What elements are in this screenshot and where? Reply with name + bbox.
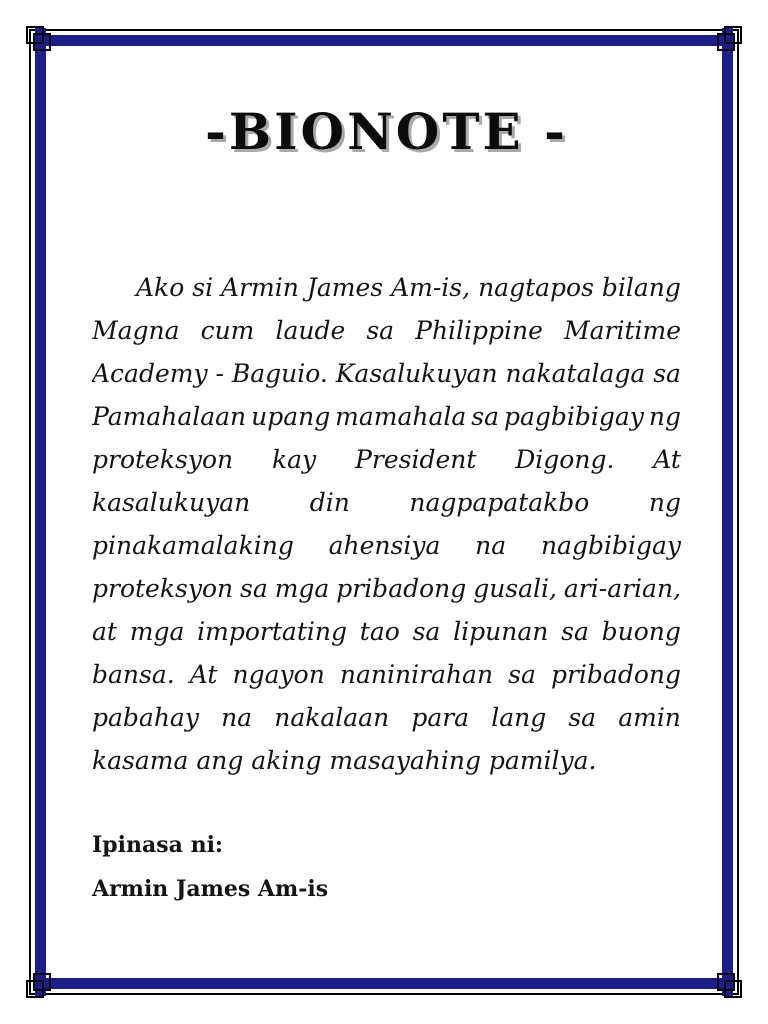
word: proteksyon	[92, 445, 234, 474]
word: tao	[359, 617, 400, 646]
submitted-by-label: Ipinasa ni:	[92, 832, 224, 858]
word: sa	[568, 703, 597, 732]
word: mga	[129, 617, 185, 646]
page-title: -BIONOTE -	[205, 102, 568, 161]
word: sa	[471, 402, 499, 431]
word: sa	[561, 617, 589, 646]
word: at	[92, 617, 117, 646]
word: bilang	[601, 273, 681, 302]
author-name: Armin James Am-is	[92, 876, 329, 902]
word: nakalaan	[274, 703, 390, 732]
word: At	[189, 660, 218, 689]
word: si	[192, 273, 214, 302]
word: Philippine	[415, 316, 543, 345]
paragraph-line	[92, 309, 681, 352]
border-corner-knot	[33, 973, 51, 991]
word: sa	[412, 617, 441, 646]
word: bansa.	[92, 660, 175, 689]
paragraph-line	[92, 395, 681, 438]
paragraph-line	[92, 610, 681, 653]
word: lipunan	[453, 617, 549, 646]
word: sa	[508, 660, 536, 689]
word: upang	[251, 402, 331, 431]
word: ari-arian,	[563, 574, 681, 603]
word: Ako	[135, 273, 185, 302]
word: para	[411, 703, 470, 732]
word: Maritime	[564, 316, 681, 345]
word: pagbibigay	[503, 402, 644, 431]
word: sa	[366, 316, 395, 345]
paragraph-line	[92, 524, 681, 567]
paragraph-line: kasama ang aking masayahing pamilya.	[92, 746, 597, 775]
paragraph-line	[92, 438, 681, 481]
word: buong	[601, 617, 681, 646]
word: pribadong	[336, 574, 467, 603]
paragraph-line	[92, 653, 681, 696]
word: ng	[648, 402, 681, 431]
word: cum	[200, 316, 255, 345]
word: pinakamalaking	[92, 531, 294, 560]
word: ng	[648, 488, 681, 517]
word: mamahala	[335, 402, 467, 431]
word: At	[653, 445, 681, 474]
word: Academy	[92, 359, 208, 388]
border-corner-knot	[717, 33, 735, 51]
word: -	[215, 359, 224, 388]
word: na	[221, 703, 253, 732]
word: lang	[491, 703, 547, 732]
word: James	[306, 273, 384, 302]
paragraph-line	[92, 481, 681, 524]
border-corner-knot	[33, 33, 51, 51]
border-corner-knot	[717, 973, 735, 991]
word: importating	[197, 617, 347, 646]
word: nakatalaga	[505, 359, 646, 388]
word: Pamahalaan	[92, 402, 247, 431]
word: amin	[618, 703, 681, 732]
word: na	[475, 531, 507, 560]
word: kasalukuyan	[92, 488, 251, 517]
word: nagtapos	[478, 273, 594, 302]
word: Magna	[92, 316, 180, 345]
bionote-paragraph	[92, 266, 681, 782]
paragraph-line	[92, 266, 681, 309]
paragraph-line	[92, 567, 681, 610]
word: laude	[275, 316, 346, 345]
word: Baguio.	[231, 359, 328, 388]
word: sa	[653, 359, 681, 388]
word: naninirahan	[339, 660, 494, 689]
word: pabahay	[92, 703, 199, 732]
word: ahensiya	[328, 531, 441, 560]
word: sa	[240, 574, 268, 603]
word: Armin	[221, 273, 299, 302]
word: Kasalukuyan	[335, 359, 498, 388]
word: mga	[274, 574, 330, 603]
word: nagbibigay	[540, 531, 681, 560]
word: proteksyon	[92, 574, 234, 603]
paragraph-line	[92, 696, 681, 739]
word: kay	[271, 445, 317, 474]
word: nagpapatakbo	[409, 488, 590, 517]
word: ngayon	[232, 660, 325, 689]
word: gusali,	[473, 574, 557, 603]
paragraph-line	[92, 352, 681, 395]
word: Digong.	[515, 445, 615, 474]
word: Am-is,	[391, 273, 471, 302]
word: pribadong	[550, 660, 681, 689]
word: din	[309, 488, 350, 517]
word: President	[355, 445, 477, 474]
